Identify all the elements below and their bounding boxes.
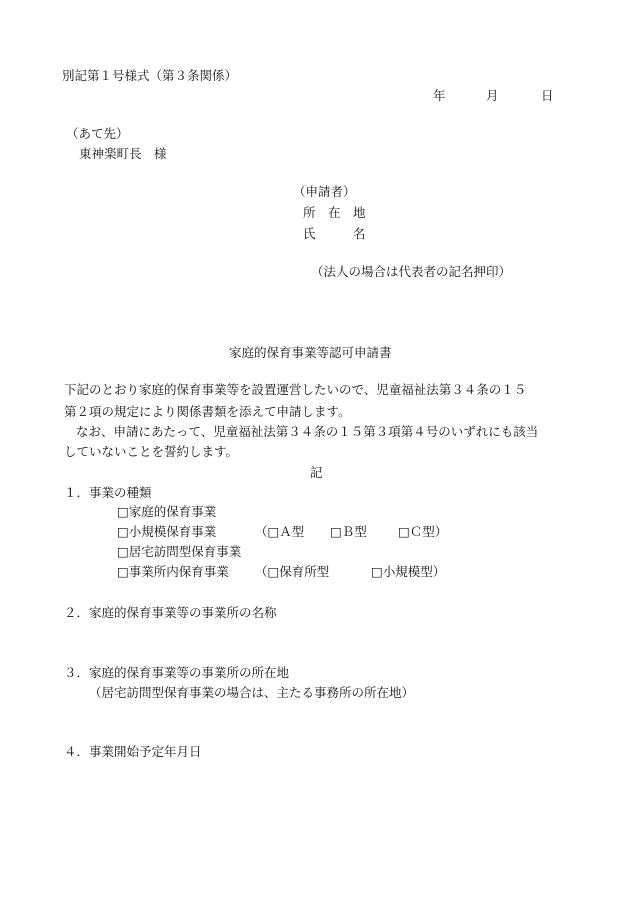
checkbox-workplace-daycare[interactable]: □事業所内保育事業 [117,564,229,579]
checkbox-workplace-nursery-type[interactable]: （□保育所型 [255,564,330,579]
applicant-name-label: 氏 名 [303,226,366,241]
checkbox-workplace-small-type[interactable]: □小規模型） [371,564,446,579]
date-month: 月 [486,88,499,103]
addressee-name: 東神楽町長 様 [79,146,167,161]
applicant-address-label: 所 在 地 [303,205,366,220]
form-id: 別記第１号様式（第３条関係） [62,68,238,83]
section3-title: ３．家庭的保育事業等の事業所の所在地 [64,665,290,680]
checkbox-small-type-c[interactable]: □Ｃ型） [398,524,448,539]
body-para2-line2: していないことを誓約します。 [64,444,239,459]
date-year: 年 [433,88,446,103]
checkbox-home-daycare[interactable]: □家庭的保育事業 [117,504,217,519]
ki-label: 記 [310,465,323,480]
checkbox-small-type-b[interactable]: □Ｂ型 [330,524,367,539]
section4-title: ４．事業開始予定年月日 [64,744,202,759]
section1-title: １．事業の種類 [64,485,152,500]
body-para1-line2: 第２項の規定により関係書類を添えて申請します。 [64,404,351,419]
section2-title: ２．家庭的保育事業等の事業所の名称 [64,605,277,620]
document-title: 家庭的保育事業等認可申請書 [229,345,392,360]
body-para2-line1: なお、申請にあたって、児童福祉法第３４条の１５第３項第４号のいずれにも該当 [76,424,539,439]
corporate-note: （法人の場合は代表者の記名押印） [311,264,512,279]
checkbox-small-type-a[interactable]: （□Ａ型 [255,524,305,539]
section3-note: （居宅訪問型保育事業の場合は、主たる事務所の所在地） [89,685,415,700]
addressee-label: （あて先） [66,126,129,141]
date-day: 日 [541,88,554,103]
body-para1-line1: 下記のとおり家庭的保育事業等を設置運営したいので、児童福祉法第３４条の１５ [64,382,527,397]
checkbox-home-visit-daycare[interactable]: □居宅訪問型保育事業 [117,544,242,559]
checkbox-small-daycare[interactable]: □小規模保育事業 [117,524,217,539]
applicant-label: （申請者） [293,184,356,199]
